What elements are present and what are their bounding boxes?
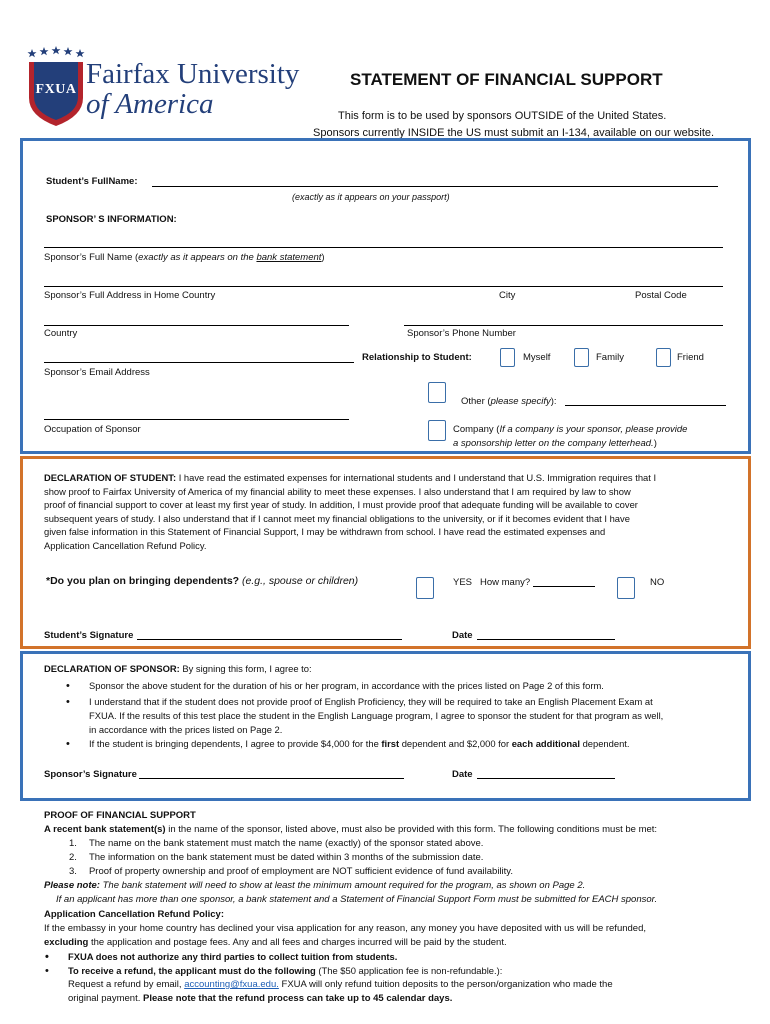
sponsor-address-field[interactable] [44, 286, 723, 287]
sponsor-declaration-intro: DECLARATION OF SPONSOR: By signing this form, I agree to: [44, 663, 312, 674]
student-name-hint: (exactly as it appears on your passport) [292, 192, 450, 202]
checkbox-other[interactable] [428, 382, 446, 403]
option-family-label: Family [596, 352, 624, 363]
condition-3: 3. Proof of property ownership and proof of employment are NOT sufficient evidence of fund availability. [69, 866, 513, 877]
proof-heading: PROOF OF FINANCIAL SUPPORT [44, 810, 196, 821]
student-name-field[interactable] [152, 186, 718, 187]
sponsor-full-name-field[interactable] [44, 247, 723, 248]
condition-1: 1. The name on the bank statement must match the name (exactly) of the sponsor stated above. [69, 838, 484, 849]
phone-label: Sponsor’s Phone Number [407, 328, 516, 339]
email-label: Sponsor’s Email Address [44, 367, 150, 378]
sponsor-full-name-label: Sponsor’s Full Name (exactly as it appears on the bank statement) [44, 252, 325, 263]
condition-2: 2. The information on the bank statement must be dated within 3 months of the submission date. [69, 852, 484, 863]
country-field[interactable] [44, 325, 349, 326]
page-subtitle-line2: Sponsors currently INSIDE the US must submit an I-134, available on our website. [313, 127, 715, 139]
checkbox-myself[interactable] [500, 348, 515, 367]
logo-name-line1: Fairfax University [86, 58, 300, 90]
dependents-question: *Do you plan on bringing dependents? (e.g., spouse or children) [46, 575, 359, 587]
refund-line-1: If the embassy in your home country has declined your visa application for any reason, any money you have deposited with us will be refunded, [44, 923, 647, 934]
proof-intro: A recent bank statement(s) in the name of the sponsor, listed above, must also be provided with this form. The following conditions must be met: [44, 824, 658, 835]
refund-bullet-2: • To receive a refund, the applicant must do the following (The $50 application fee is non-refundable.): [68, 964, 502, 978]
sponsor-signature-label: Sponsor’s Signature [44, 769, 137, 780]
other-field[interactable] [565, 405, 726, 406]
proof-note: Please note: The bank statement will need to show at least the minimum amount required for the program, as shown on Page 2. [44, 880, 586, 891]
sponsor-info-heading: SPONSOR’ S INFORMATION: [46, 214, 177, 225]
company-label: Company (If a company is your sponsor, please provide [453, 424, 688, 435]
refund-bullet-1: • FXUA does not authorize any third parties to collect tuition from students. [68, 950, 397, 964]
occupation-label: Occupation of Sponsor [44, 424, 141, 435]
checkbox-friend[interactable] [656, 348, 671, 367]
checkbox-family[interactable] [574, 348, 589, 367]
refund-bullet-2-sub: Request a refund by email, accounting@fxua.edu. FXUA will only refund tuition deposits to the person/organization who made the [68, 979, 613, 990]
student-declaration-heading: DECLARATION OF STUDENT: [44, 472, 177, 483]
student-date-label: Date [452, 630, 473, 641]
page-subtitle-line1: This form is to be used by sponsors OUTSIDE of the United States. [338, 110, 667, 122]
sponsor-declaration-heading: DECLARATION OF SPONSOR: [44, 663, 180, 674]
refund-heading: Application Cancellation Refund Policy: [44, 909, 224, 920]
checkbox-company[interactable] [428, 420, 446, 441]
sponsor-bullet-3: • If the student is bringing dependents, I agree to provide $4,000 for the first dependent and $2,000 for each additional dependent. [89, 737, 630, 751]
sponsor-date-label: Date [452, 769, 473, 780]
city-label: City [499, 290, 516, 301]
sponsor-address-label: Sponsor’s Full Address in Home Country [44, 290, 216, 301]
sponsor-signature-field[interactable] [139, 778, 404, 779]
accounting-email-link[interactable]: accounting@fxua.edu. [184, 979, 279, 990]
sponsor-bullet-2: • I understand that if the student does not provide proof of English Proficiency, they will be required to take an English Placement Exam at FXUA. If the results of this test place the student in the English Language program, I agree to sponsor the student for that program as well, in accordance with the prices listed on Page 2. [89, 695, 663, 737]
other-label: Other (please specify): [461, 396, 557, 407]
logo-abbrev: FXUA [35, 82, 77, 97]
occupation-field[interactable] [44, 419, 349, 420]
checkbox-dependents-yes[interactable] [416, 577, 434, 599]
refund-bullet-2-sub2: original payment. Please note that the refund process can take up to 45 calendar days. [68, 993, 453, 1004]
company-hint-line2: a sponsorship letter on the company letterhead.) [453, 438, 657, 449]
student-declaration-text: DECLARATION OF STUDENT: I have read the estimated expenses for international students and I understand that U.S. Immigration requires that I show proof to Fairfax University of America of my financial ability to meet these expenses. I also understand that I am required by law to show proof of financial support to cover at least my first year of study. In addition, I must provide proof that adequate funding will be available to cover subsequent years of study. I also understand that if I cannot meet my financial obligations to the university, or if it becomes evident that I have given false information in this Statement of Financial Support, I may be withdrawn from school. I have read the estimated expenses and Application Cancellation Refund Policy. [44, 472, 657, 551]
option-myself-label: Myself [523, 352, 551, 363]
multi-sponsor-note: If an applicant has more than one sponsor, a bank statement and a Statement of Financial Support Form must be submitted for EACH sponsor. [56, 894, 658, 905]
sponsor-date-field[interactable] [477, 778, 615, 779]
option-friend-label: Friend [677, 352, 704, 363]
refund-line-2: excluding the application and postage fees. Any and all fees and charges incurred will be paid by the student. [44, 937, 507, 948]
student-signature-field[interactable] [137, 639, 402, 640]
yes-label: YES [453, 577, 473, 588]
relationship-label: Relationship to Student: [362, 352, 472, 363]
sponsor-bullet-1: • Sponsor the above student for the duration of his or her program, in accordance with the prices listed on Page 2 of this form. [89, 679, 604, 693]
how-many-field[interactable] [533, 586, 595, 587]
phone-field[interactable] [404, 325, 723, 326]
page-title: STATEMENT OF FINANCIAL SUPPORT [350, 70, 663, 89]
student-date-field[interactable] [477, 639, 615, 640]
student-signature-label: Student’s Signature [44, 630, 134, 641]
country-label: Country [44, 328, 78, 339]
how-many-label: How many? [480, 577, 531, 588]
no-label: NO [650, 577, 665, 588]
email-field[interactable] [44, 362, 354, 363]
postal-code-label: Postal Code [635, 290, 687, 301]
checkbox-dependents-no[interactable] [617, 577, 635, 599]
student-name-label: Student’s FullName: [46, 176, 138, 187]
logo [26, 46, 306, 132]
logo-name-line2: of America [86, 88, 214, 120]
